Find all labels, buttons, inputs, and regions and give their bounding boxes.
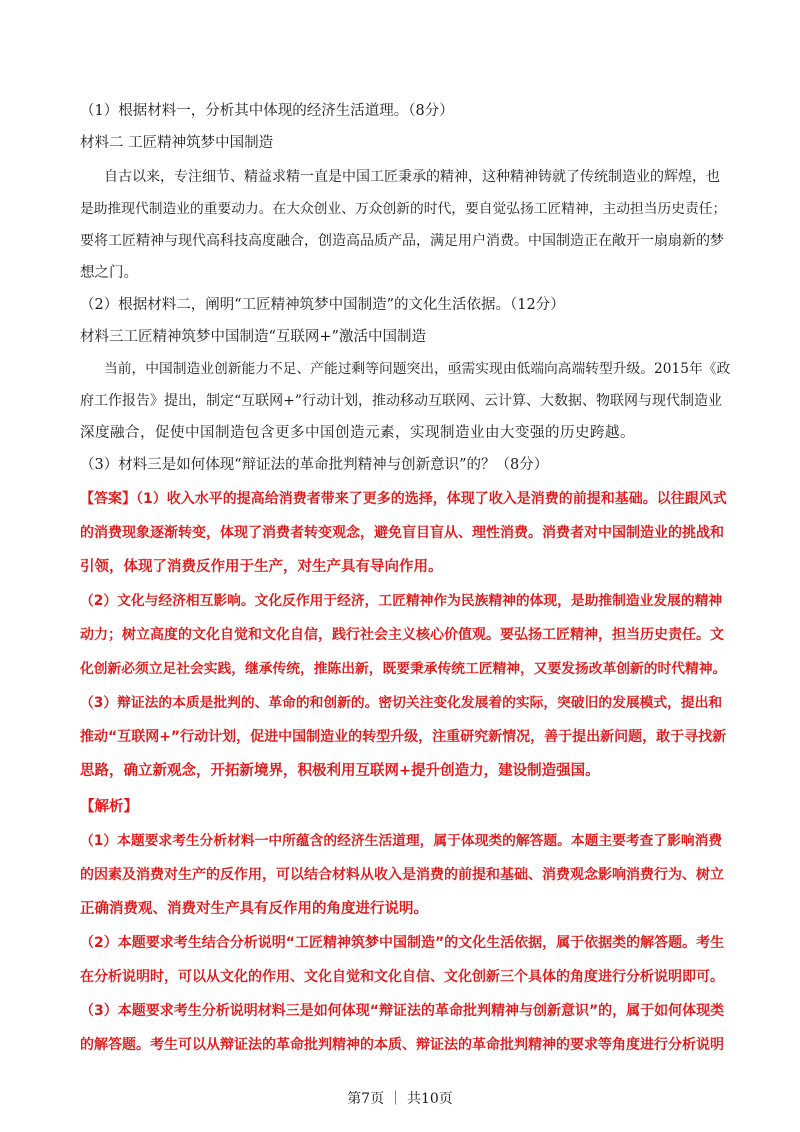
analysis-line: 在分析说明时，可以从文化的作用、文化自觉和文化自信、文化创新三个具体的角度进行分析说明即可。 xyxy=(80,969,724,985)
question-2: （2）根据材料二，阐明“工匠精神筑梦中国制造”的文化生活依据。（12分） xyxy=(80,297,565,313)
analysis-line: （3）本题要求考生分析说明材料三是如何体现“辩证法的革命批判精神与创新意识”的，属于如何体现类 xyxy=(80,1003,725,1019)
answer-line: 推动“互联网+”行动计划，促进中国制造业的转型升级，注重研究新情况，善于提出新问题，敢于寻找新 xyxy=(80,729,727,745)
answer-line: 思路，确立新观念，开拓新境界，积极利用互联网+提升创造力，建设制造强国。 xyxy=(80,763,600,779)
analysis-line: 正确消费观、消费对生产具有反作用的角度进行说明。 xyxy=(80,901,428,917)
analysis-line: （2）本题要求考生结合分析说明“工匠精神筑梦中国制造”的文化生活依据，属于依据类的解答题。考生 xyxy=(80,935,725,951)
answer-line: （3）辩证法的本质是批判的、革命的和创新的。密切关注变化发展着的实际，突破旧的发展模式，提出和 xyxy=(80,695,723,711)
analysis-tag: 【解析】 xyxy=(80,799,138,815)
answer-line: （2）文化与经济相互影响。文化反作用于经济，工匠精神作为民族精神的体现，是助推制造业发展的精神 xyxy=(80,593,723,609)
material-3-text: 当前，中国制造业创新能力不足、产能过剩等问题突出，亟需实现由低端向高端转型升级。2015年《政 xyxy=(104,361,731,377)
material-2-text: 想之门。 xyxy=(80,265,138,281)
material-2-title: 材料二 工匠精神筑梦中国制造 xyxy=(80,135,274,151)
analysis-line: 的解答题。考生可以从辩证法的革命批判精神的本质、辩证法的革命批判精神的要求等角度进行分析说明 xyxy=(80,1037,724,1053)
answer-line xyxy=(80,488,727,510)
analysis-line: （1）本题要求考生分析材料一中所蕴含的经济生活道理，属于体现类的解答题。本题主要考查了影响消费 xyxy=(80,833,723,849)
answer-line: 动力；树立高度的文化自觉和文化自信，践行社会主义核心价值观。要弘扬工匠精神，担当历史责任。文 xyxy=(80,627,724,643)
page-footer: 第7页 ｜ 共10页 xyxy=(347,1091,453,1107)
answer-tag: 【答案】 xyxy=(80,491,136,507)
material-2-text: 要将工匠精神与现代高科技高度融合，创造高品质产品，满足用户消费。中国制造正在敞开一扇扇新的梦 xyxy=(80,233,724,249)
answer-line: 化创新必须立足社会实践，继承传统，推陈出新，既要秉承传统工匠精神，又要发扬改革创新的时代精神。 xyxy=(80,661,727,677)
material-2-text: 是助推现代制造业的重要动力。在大众创业、万众创新的时代，要自觉弘扬工匠精神，主动担当历史责任； xyxy=(80,201,727,217)
question-1: （1）根据材料一，分析其中体现的经济生活道理。（8分） xyxy=(80,103,454,119)
material-3-title: 材料三工匠精神筑梦中国制造“互联网+”激活中国制造 xyxy=(80,329,426,345)
material-3-text: 深度融合，促使中国制造包含更多中国创造元素，实现制造业由大变强的历史跨越。 xyxy=(80,425,635,441)
answer-line: 引领，体现了消费反作用于生产，对生产具有导向作用。 xyxy=(80,559,443,575)
material-3-text: 府工作报告》提出，制定“互联网+”行动计划，推动移动互联网、云计算、大数据、物联网与现代制造业 xyxy=(80,393,723,409)
answer-text: （1）收入水平的提高给消费者带来了更多的选择，体现了收入是消费的前提和基础。以往跟风式 xyxy=(136,491,727,507)
question-3: （3）材料三是如何体现“辩证法的革命批判精神与创新意识”的？（8分） xyxy=(80,457,549,473)
material-2-text: 自古以来，专注细节、精益求精一直是中国工匠秉承的精神，这种精神铸就了传统制造业的辉煌，也 xyxy=(104,169,720,185)
answer-line: 的消费现象逐渐转变，体现了消费者转变观念，避免盲目盲从、理性消费。消费者对中国制造业的挑战和 xyxy=(80,525,724,541)
analysis-line: 的因素及消费对生产的反作用，可以结合材料从收入是消费的前提和基础、消费观念影响消费行为、树立 xyxy=(80,867,724,883)
